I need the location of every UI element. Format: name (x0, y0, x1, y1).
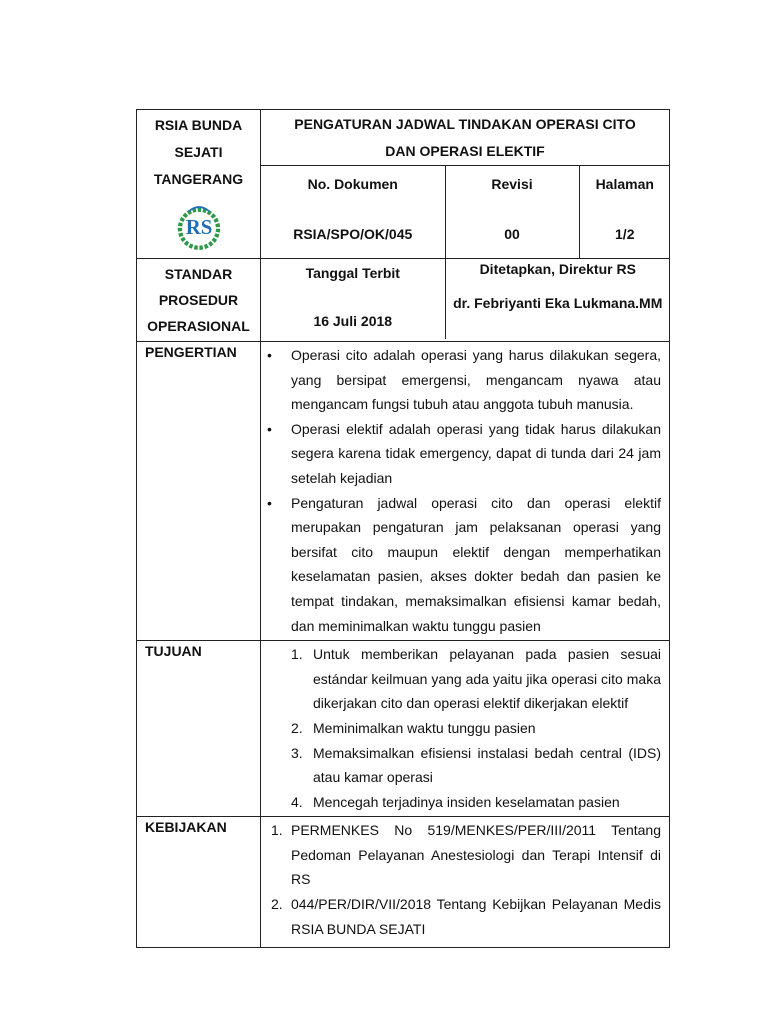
list-item: 2. Meminimalkan waktu tunggu pasien (291, 719, 536, 736)
page-value: 1/2 (615, 226, 635, 242)
doc-number-value: RSIA/SPO/OK/045 (261, 210, 445, 258)
tujuan-content (261, 641, 670, 817)
pengertian-content (261, 342, 670, 641)
org-name (137, 110, 260, 193)
kebijakan-label: KEBIJAKAN (137, 817, 261, 948)
svg-text:RS: RS (185, 215, 212, 239)
revision-label: Revisi (445, 166, 579, 211)
approved-by-label: Ditetapkan, Direktur RS (479, 261, 636, 277)
list-item: • Operasi elektif adalah operasi yang tidak harus dilakukan segera karena tidak emergency, dapat di tunda dari 24 jam setelah kejadian (267, 420, 661, 486)
title-line-1: PENGATURAN JADWAL TINDAKAN OPERASI CITO (294, 116, 636, 132)
revision-value: 00 (445, 210, 579, 258)
issue-date-value: 16 Juli 2018 (313, 313, 393, 329)
document-title (261, 110, 669, 165)
list-item: • Operasi cito adalah operasi yang harus dilakukan segera, yang bersipat emergensi, mengancam nyawa atau mengancam fungsi tubuh atau anggota tubuh manusia. (267, 347, 661, 413)
sop-label-line-2: PROSEDUR (158, 292, 239, 308)
title-line-2: DAN OPERASI ELEKTIF (385, 143, 545, 159)
director-name: dr. Febriyanti Eka Lukmana.MM (453, 295, 663, 311)
org-line-1: RSIA BUNDA (154, 117, 243, 133)
list-item: 4. Mencegah terjadinya insiden keselamatan pasien (291, 793, 620, 810)
hospital-logo (137, 193, 260, 258)
list-item: 3. Memaksimalkan efisiensi instalasi bedah central (IDS) atau kamar operasi (291, 744, 661, 786)
hospital-logo-icon (173, 201, 225, 253)
sop-meta-table (261, 259, 670, 339)
tujuan-list (261, 642, 661, 814)
sop-label (137, 259, 261, 342)
sop-document-table (136, 109, 670, 948)
document-meta-table (261, 165, 670, 258)
pengertian-label: PENGERTIAN (137, 342, 261, 641)
doc-number-label: No. Dokumen (261, 166, 445, 211)
list-item: 1. Untuk memberikan pelayanan pada pasien sesuai estándar keilmuan yang ada yaitu jika operasi cito maka dikerjakan cito dan operasi elektif dikerjakan elektif (291, 646, 661, 712)
approval-cell (445, 259, 670, 339)
issue-date-cell (261, 259, 445, 339)
sop-label-line-1: STANDAR (164, 266, 233, 282)
issue-date-label: Tanggal Terbit (305, 265, 400, 281)
list-item: 2. 044/PER/DIR/VII/2018 Tentang Kebijkan Pelayanan Medis RSIA BUNDA SEJATI (271, 896, 661, 937)
org-cell (137, 110, 261, 259)
org-line-3: TANGERANG (153, 171, 244, 187)
pengertian-list (261, 343, 661, 638)
sop-label-line-3: OPERASIONAL (147, 318, 250, 334)
kebijakan-content (261, 817, 670, 948)
list-item: • Pengaturan jadwal operasi cito dan operasi elektif merupakan pengaturan jam pelaksanan operasi yang bersifat cito maupun elektif dengan memperhatikan keselamatan pasien, akses dokter bedah dan pasien ke tempat tindakan, memaksimalkan efisiensi kamar bedah, dan meminimalkan waktu tunggu pasien (267, 494, 661, 634)
page-label: Halaman (595, 176, 654, 192)
tujuan-label: TUJUAN (137, 641, 261, 817)
kebijakan-list (261, 818, 661, 941)
org-line-2: SEJATI (174, 144, 223, 160)
list-item: 1. PERMENKES No 519/MENKES/PER/III/2011 Tentang Pedoman Pelayanan Anestesiologi dan Terapi Intensif di RS (271, 822, 661, 888)
